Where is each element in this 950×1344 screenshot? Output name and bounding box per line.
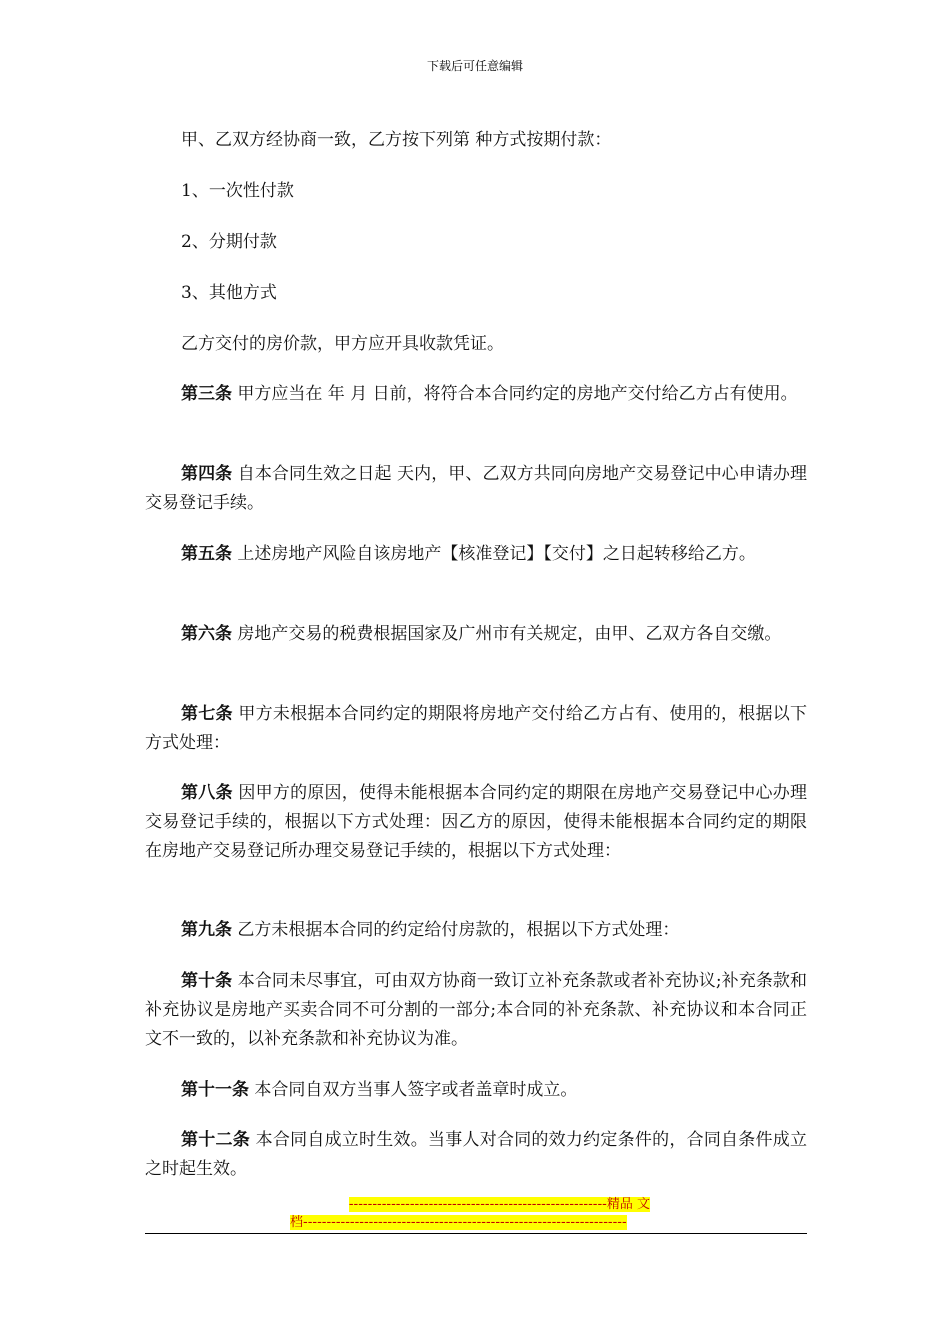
article-text: 上述房地产风险自该房地产【核准登记】【交付】之日起转移给乙方。 xyxy=(232,544,756,564)
article-12 xyxy=(145,1126,807,1184)
footer-line-2-text: 档--------------------------------------------------------------------- xyxy=(290,1215,627,1230)
receipt-clause: 乙方交付的房价款，甲方应开具收款凭证。 xyxy=(181,334,504,354)
article-label: 第十二条 xyxy=(181,1130,250,1150)
article-3 xyxy=(145,380,807,409)
article-label: 第十条 xyxy=(181,971,233,991)
article-text: 乙方未根据本合同的约定给付房款的，根据以下方式处理： xyxy=(232,920,680,940)
footer-watermark-line-2 xyxy=(290,1214,662,1232)
article-text: 本合同自双方当事人签字或者盖章时成立。 xyxy=(249,1080,578,1100)
footer-line-1-text: -------------------------------------------------------精品 文 xyxy=(348,1197,650,1212)
article-6 xyxy=(145,620,807,649)
page-header: 下载后可任意编辑 xyxy=(426,59,523,73)
article-label: 第七条 xyxy=(181,704,233,724)
article-10 xyxy=(145,967,807,1054)
payment-option-1: 1、一次性付款 xyxy=(181,181,294,201)
payment-option-3: 3、其他方式 xyxy=(181,283,277,303)
footer-divider xyxy=(145,1233,807,1234)
article-5 xyxy=(145,540,807,569)
article-text: 甲方应当在 年 月 日前，将符合本合同约定的房地产交付给乙方占有使用。 xyxy=(232,384,798,404)
article-text: 本合同未尽事宜，可由双方协商一致订立补充条款或者补充协议;补充条款和补充协议是房地产买卖合同不可分割的一部分;本合同的补充条款、补充协议和本合同正文不一致的，以补充条款和补充协议为准。 xyxy=(145,971,807,1049)
article-7 xyxy=(145,700,807,758)
article-label: 第五条 xyxy=(181,544,232,564)
article-9 xyxy=(145,916,807,945)
article-11 xyxy=(145,1076,807,1105)
article-label: 第三条 xyxy=(181,384,232,404)
article-label: 第六条 xyxy=(181,624,232,644)
article-text: 甲方未根据本合同约定的期限将房地产交付给乙方占有、使用的，根据以下方式处理： xyxy=(145,704,807,753)
article-text: 本合同自成立时生效。当事人对合同的效力约定条件的，合同自条件成立之时起生效。 xyxy=(145,1130,808,1179)
article-text: 自本合同生效之日起 天内，甲、乙双方共同向房地产交易登记中心申请办理交易登记手续。 xyxy=(145,464,808,513)
article-label: 第九条 xyxy=(181,920,232,940)
article-8 xyxy=(145,779,807,866)
payment-method-intro: 甲、乙双方经协商一致，乙方按下列第 种方式按期付款： xyxy=(181,130,612,150)
article-label: 第四条 xyxy=(181,464,233,484)
article-label: 第十一条 xyxy=(181,1080,249,1100)
article-text: 因甲方的原因，使得未能根据本合同约定的期限在房地产交易登记中心办理交易登记手续的，根据以下方式处理：因乙方的原因，使得未能根据本合同约定的期限在房地产交易登记所办理交易登记手续的，根据以下方式处理： xyxy=(145,783,807,861)
article-label: 第八条 xyxy=(181,783,233,803)
footer-watermark-line-1 xyxy=(290,1196,650,1214)
payment-option-2: 2、分期付款 xyxy=(181,232,277,252)
article-text: 房地产交易的税费根据国家及广州市有关规定，由甲、乙双方各自交缴。 xyxy=(232,624,782,644)
article-4 xyxy=(145,460,807,518)
